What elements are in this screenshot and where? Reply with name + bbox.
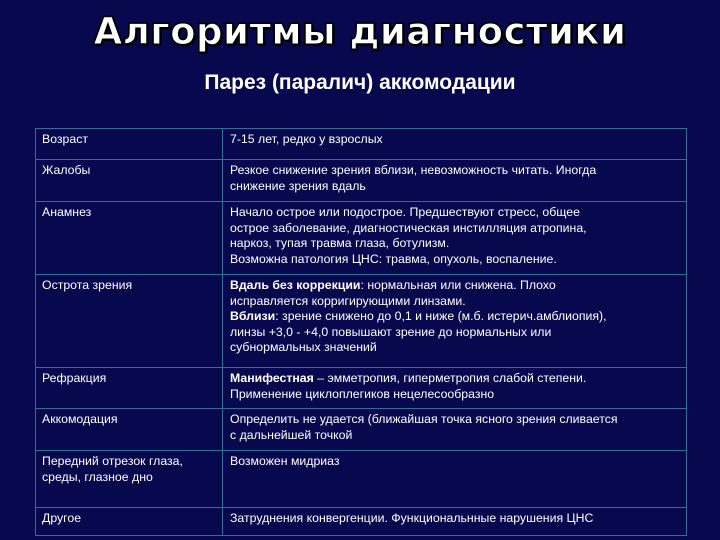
- diagnostics-table: [35, 128, 687, 536]
- row-label-text: среды, глазное дно: [42, 469, 153, 484]
- row-label-text: Жалобы: [42, 163, 91, 177]
- table-row-anterior-segment: [36, 451, 687, 508]
- row-value-line: Применение циклоплегиков нецелесообразно: [230, 386, 495, 401]
- row-value: [223, 160, 687, 202]
- row-value-line: Определить не удается (ближайшая точка ясного зрения сливается: [230, 412, 618, 426]
- row-value: [223, 409, 687, 451]
- row-label: [36, 451, 223, 508]
- table-row-visual-acuity: [36, 275, 687, 368]
- row-label-text: Аккомодация: [42, 412, 118, 426]
- row-label: [36, 368, 223, 409]
- row-value: [223, 368, 687, 409]
- row-value-line: Возможна патология ЦНС: травма, опухоль, воспаление.: [230, 251, 557, 266]
- row-label: [36, 160, 223, 202]
- row-value: [223, 129, 687, 160]
- table-row-refraction: [36, 368, 687, 409]
- row-label: [36, 508, 223, 536]
- row-value: [223, 508, 687, 536]
- table-row-age: [36, 129, 687, 160]
- row-value-line: с дальнейшей точкой: [230, 427, 353, 442]
- row-value-line: 7-15 лет, редко у взрослых: [230, 132, 383, 146]
- row-value-line: снижение зрения вдаль: [230, 178, 366, 193]
- row-label-text: Передний отрезок глаза,: [42, 454, 183, 468]
- row-value: [223, 275, 687, 368]
- row-value-line: Затруднения конвергенции. Функциональнные нарушения ЦНС: [230, 511, 594, 525]
- row-value-line: наркоз, тупая травма глаза, ботулизм.: [230, 236, 450, 250]
- row-value: [223, 202, 687, 275]
- row-value-line: линзы +3,0 - +4,0 повышают зрение до нормальных или: [230, 324, 552, 339]
- slide-title: Алгоритмы диагностики: [93, 10, 627, 53]
- row-label-text: Возраст: [42, 132, 88, 146]
- slide-subtitle: Парез (паралич) аккомодации: [204, 71, 516, 94]
- row-value: [223, 451, 687, 508]
- row-value-line: : зрение снижено до 0,1 и ниже (м.б. истерич.амблиопия),: [275, 309, 607, 323]
- row-label-text: Острота зрения: [42, 278, 133, 292]
- row-label: [36, 202, 223, 275]
- row-value-emphasis: Манифестная: [230, 371, 314, 385]
- row-value-line: : нормальная или снижена. Плохо: [360, 278, 556, 292]
- row-value-line: острое заболевание, диагностическая инстилляция атропина,: [230, 220, 587, 235]
- row-label-text: Анамнез: [42, 205, 92, 219]
- row-value-emphasis: Вдаль без коррекции: [230, 278, 361, 292]
- row-value-line: Возможен мидриаз: [230, 454, 340, 468]
- row-value-line: субнормальных значений: [230, 340, 377, 354]
- row-value-line: исправляется корригирующими линзами.: [230, 293, 466, 308]
- table-row-anamnesis: [36, 202, 687, 275]
- row-value-line: Начало острое или подострое. Предшествуют стресс, общее: [230, 205, 580, 219]
- table-row-complaints: [36, 160, 687, 202]
- row-value-emphasis: Вблизи: [230, 309, 276, 323]
- row-value-line: Резкое снижение зрения вблизи, невозможность читать. Иногда: [230, 163, 597, 177]
- row-label: [36, 275, 223, 368]
- row-label: [36, 129, 223, 160]
- row-label-text: Другое: [42, 511, 82, 525]
- row-value-line: – эмметропия, гиперметропия слабой степени.: [313, 371, 587, 385]
- row-label-text: Рефракция: [42, 371, 107, 385]
- table-row-accommodation: [36, 409, 687, 451]
- row-label: [36, 409, 223, 451]
- table-row-other: [36, 508, 687, 536]
